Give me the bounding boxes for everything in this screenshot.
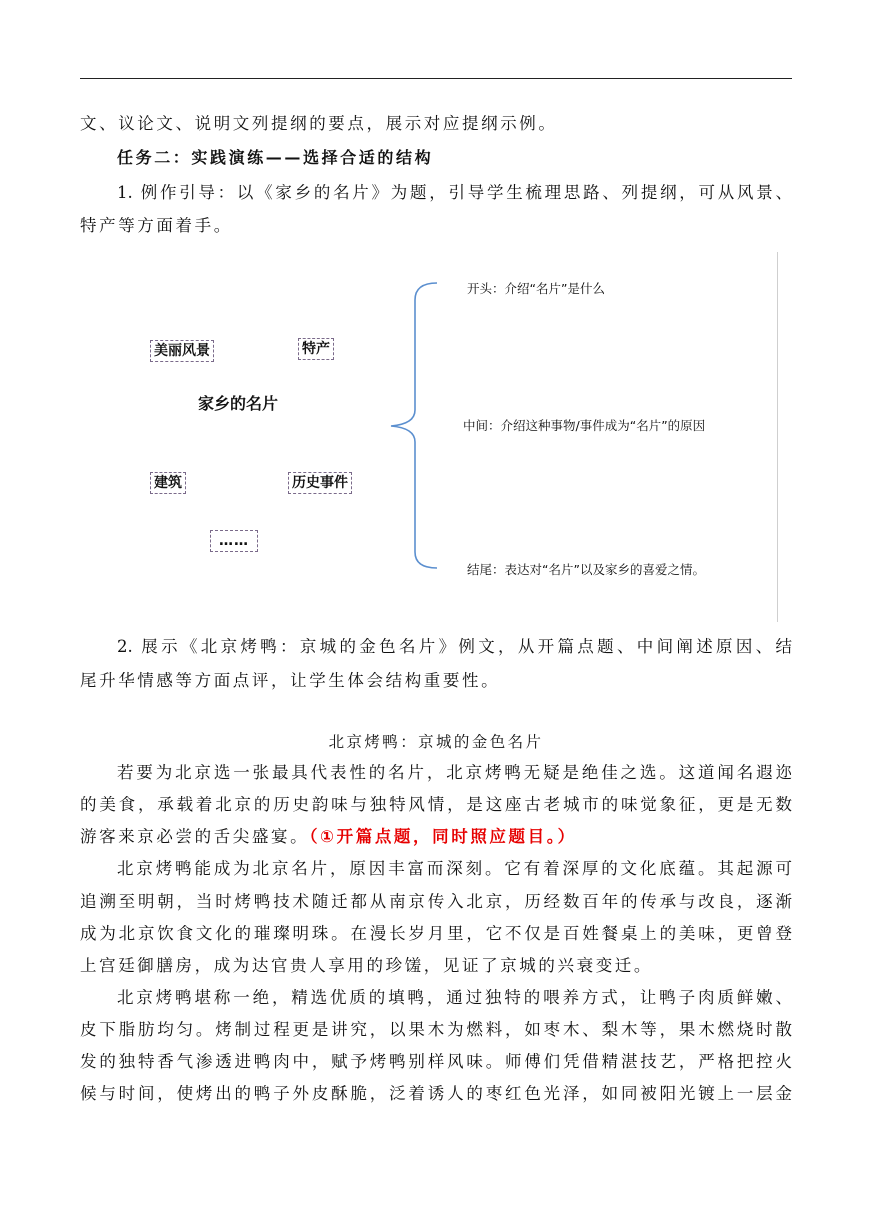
p1-line-1: 若要为北京选一张最具代表性的名片，北京烤鸭无疑是绝佳之选。这道闻名遐迩 (117, 763, 792, 782)
p3-line-2: 皮下脂肪均匀。烤制过程更是讲究，以果木为燃料，如枣木、梨木等，果木燃烧时散 (80, 1020, 792, 1039)
branch-opening: 开头：介绍“名片”是什么 (467, 281, 605, 296)
p2-line-3: 成为北京饮食文化的璀璨明珠。在漫长岁月里，它不仅是百姓餐桌上的美味，更曾登 (80, 924, 792, 943)
p2-line-1: 北京烤鸭能成为北京名片，原因丰富而深刻。它有着深厚的文化底蕴。其起源可 (117, 859, 792, 878)
p2-line-2: 追溯至明朝，当时烤鸭技术随迁都从南京传入北京，历经数百年的传承与改良，逐渐 (80, 892, 792, 911)
p1-line-3 (80, 827, 792, 847)
p3-line-3: 发的独特香气渗透进鸭肉中，赋予烤鸭别样风味。师傅们凭借精湛技艺，严格把控火 (80, 1052, 792, 1071)
node-more: …… (210, 530, 258, 552)
step2-line-b: 尾升华情感等方面点评，让学生体会结构重要性。 (80, 671, 501, 690)
p3-line-1: 北京烤鸭堪称一绝，精选优质的填鸭，通过独特的喂养方式，让鸭子肉质鲜嫩、 (117, 988, 792, 1007)
mind-map-diagram (140, 252, 780, 622)
intro-line-1: 文、议论文、说明文列提纲的要点，展示对应提纲示例。 (80, 114, 558, 133)
node-history: 历史事件 (288, 472, 352, 494)
node-center: 家乡的名片 (198, 394, 279, 413)
essay-title: 北京烤鸭：京城的金色名片 (328, 733, 544, 751)
p1-annotation: （①开篇点题，同时照应题目。） (309, 827, 577, 846)
brace-icon (385, 280, 445, 570)
p2-line-4: 上宫廷御膳房，成为达官贵人享用的珍馐，见证了京城的兴衰变迁。 (80, 956, 653, 975)
branch-middle: 中间：介绍这种事物/事件成为“名片”的原因 (463, 418, 706, 433)
node-architecture: 建筑 (150, 472, 186, 494)
p1-text: 游客来京必尝的舌尖盛宴。 (80, 827, 310, 846)
step1-line-a: 1. 例作引导：以《家乡的名片》为题，引导学生梳理思路、列提纲，可从风景、 (117, 183, 792, 202)
p3-line-4: 候与时间，使烤出的鸭子外皮酥脆，泛着诱人的枣红色光泽，如同被阳光镀上一层金 (80, 1084, 792, 1103)
step1-line-b: 特产等方面着手。 (80, 216, 233, 235)
branch-ending: 结尾：表达对“名片”以及家乡的喜爱之情。 (467, 562, 705, 577)
step2-line-a: 2. 展示《北京烤鸭：京城的金色名片》例文，从开篇点题、中间阐述原因、结 (117, 637, 792, 656)
node-specialty: 特产 (298, 338, 334, 360)
diagram-edge (777, 252, 778, 622)
header-rule (80, 78, 792, 79)
node-scenery: 美丽风景 (150, 340, 214, 362)
task-heading: 任务二：实践演练——选择合适的结构 (117, 148, 434, 167)
p1-line-2: 的美食，承载着北京的历史韵味与独特风情，是这座古老城市的味觉象征，更是无数 (80, 795, 792, 814)
